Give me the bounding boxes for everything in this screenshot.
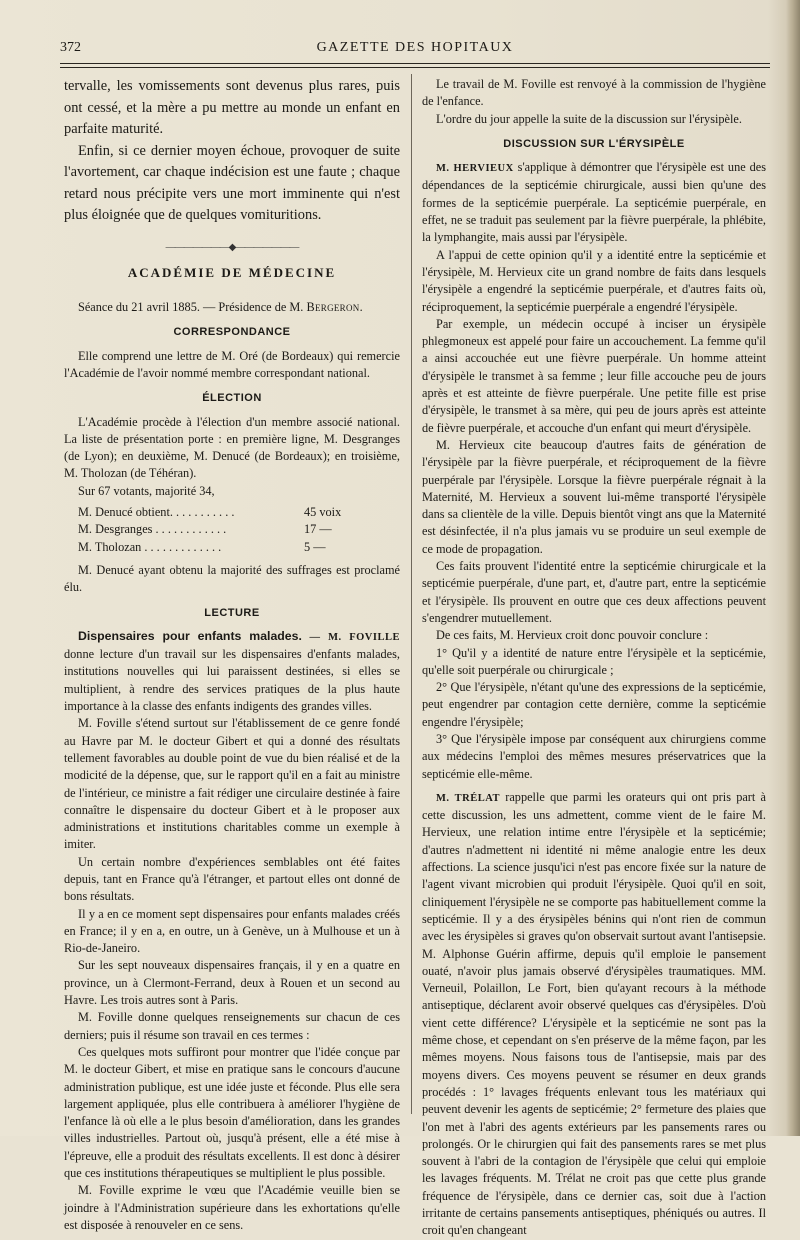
session-line — [64, 299, 400, 316]
page-header — [60, 40, 770, 60]
session-president: Bergeron — [306, 300, 360, 315]
paragraph: Elle comprend une lettre de M. Oré (de Bordeaux) qui remercie l'Académie de l'avoir nommé membre correspondant national. — [64, 348, 400, 380]
session-text: Séance du 21 avril 1885. — Présidence de M. — [78, 300, 307, 315]
vote-row — [64, 504, 400, 521]
speaker-text: s'applique à démontrer que l'érysipèle est une des dépendances de la septicémie chirurgicale, aussi bien qu'une des formes de la septicémie puerpérale. La septicémie puerpérale, en effet, ne se traduit pas seulement par la fièvre puerpérale, la phlébite, la lymphangite, mais aussi par l'érysipèle. — [422, 160, 766, 245]
page-number: 372 — [60, 40, 81, 55]
subheading-discussion: DISCUSSION SUR L'ÉRYSIPÈLE — [503, 137, 685, 150]
trelat-intro — [422, 789, 766, 1240]
section-title: ACADÉMIE DE MÉDECINE — [127, 264, 337, 280]
paragraph: Enfin, si ce dernier moyen échoue, provoquer de suite l'avortement, car chaque indécision est une faute ; chaque retard nous précipite vers une mort imminente qui n'est plus éloignée que de quelques vomituritions. — [64, 142, 400, 223]
vote-count: 17 — — [304, 522, 332, 537]
vote-count: 45 voix — [304, 505, 342, 520]
paragraph: M. Foville s'étend surtout sur l'établissement de ce genre fondé au Havre par M. le docteur Gibert et qui a donné des résultats tellement favorables au double point de vue du bien réalisé et de la modicité de la dépense, que, sur le rapport qu'il en a fait au ministre de l'intérieur, ce ministre a fait rédiger une circulaire destinée à faire connaître le dispensaire du docteur Gibert et à le proposer aux administrations et institutions charitables comme un exemple à imiter. — [64, 716, 400, 852]
speaker-text: rappelle que parmi les orateurs qui ont pris part à cette discussion, les uns admettent, comme vient de le faire M. Hervieux, une relation intime entre l'érysipèle et la septicémie; d'autres n'admettent ni identité ni même analogie entre les deux affections. La science jusqu'ici n'est pas encore fixée sur la nature de l'agent vivant microbien qui produit l'érysipèle. Quoi qu'il en soit, cliniquement l'érysipèle ne se comporte pas habituellement comme la septicémie. Il y a des érysipèles bénins qui n'ont rien de commun avec les érysipèles si graves qu'on observait surtout avant l'antisepsie. M. Alphonse Guérin affirme, depuis qu'il emploie le pansement ouaté, n'avoir plus jamais observé d'érysipèles traumatiques. MM. Verneuil, Polaillon, Le Fort, bien qu'ayant recours à la méthode antiseptique, déclarent avoir observé quelques cas d'érysipèles. D'où vient cette différence? L'érysipèle et la septicémie ne sont pas la même chose, et cependant on s'en préserve de la même façon, par les mêmes moyens. Nous faisons tous de l'antisepsie, mais par des moyens divers. Ces moyens peuvent se résumer en deux grands procédés : 1° lavages fréquents enlevant tous les matériaux qui peuvent devenir les agents de septicémie; 2° fermeture des plaies que l'on met à l'abri des agents extérieurs par les pansements rares ou prolongés. Or le chirurgien qui fait des pansements rares se met plus souvent à l'abri de la contagion de l'érysipèle que celui qui emploie les lavages fréquents. M. Trélat ne croit pas que cette plus grande fréquence de l'érysipèle, dans ce dernier cas, soit due à l'action irritante de certains pansements antiseptiques, phéniqués ou autres. Il croit qu'en changeant — [422, 789, 766, 1238]
paragraph: M. Denucé ayant obtenu la majorité des suffrages est proclamé élu. — [64, 562, 400, 595]
journal-title: GAZETTE DES HOPITAUX — [316, 40, 514, 55]
speaker-name: M. TRÉLAT — [436, 792, 501, 804]
paragraph: De ces faits, M. Hervieux croit donc pouvoir conclure : — [436, 628, 709, 643]
vote-count: 5 — — [304, 539, 326, 554]
vote-candidate: M. Denucé obtient. . . . . . . . . . . — [78, 505, 235, 520]
vote-candidate: M. Tholozan . . . . . . . . . . . . . — [78, 539, 222, 554]
lecture-author: — M. FOVILLE — [301, 631, 400, 643]
intro-text — [64, 76, 400, 227]
lecture-intro — [64, 628, 400, 715]
conclusion-item: 2° Que l'érysipèle, n'étant qu'une des expressions de la septicémie, peut engendrer par contagion cette dernière, comme la septicémie engendre l'érysipèle; — [422, 680, 766, 729]
header-rule-top — [60, 63, 770, 64]
speaker-name: M. HERVIEUX — [436, 163, 514, 175]
paragraph: Par exemple, un médecin occupé à inciser un érysipèle phlegmoneux est appelé pour faire un accouchement. La femme qu'il a ainsi accouchée eut une fièvre puerpérale. Un homme atteint d'érysipèle le transmet à sa femme ; leur fille accouche peu de jours après et est atteinte de fièvre puerpérale. Une petite fille est prise d'érysipèle, le transmet à sa mère, qui peu de jours après est atteinte de fièvre puerpérale, et accouche d'un enfant qui meurt d'érysipèle. — [422, 316, 766, 435]
paragraph: tervalle, les vomissements sont devenus plus rares, puis ont cessé, et la mère a pu mettre au monde un enfant en parfaite maturité. — [64, 78, 400, 137]
vote-row — [64, 521, 400, 538]
hervieux-intro — [422, 159, 766, 246]
paragraph: L'ordre du jour appelle la suite de la discussion sur l'érysipèle. — [436, 111, 742, 126]
vote-candidate: M. Desgranges . . . . . . . . . . . . — [78, 522, 227, 537]
section-ornament: ———————◆——————— — [165, 241, 299, 253]
paragraph: Le travail de M. Foville est renvoyé à la commission de l'hygiène de l'enfance. — [422, 77, 766, 109]
column-divider — [411, 74, 412, 1114]
subheading-election: ÉLECTION — [202, 392, 262, 405]
subheading-correspondance: CORRESPONDANCE — [173, 326, 291, 339]
paragraph: Un certain nombre d'expériences semblables ont été faites depuis, tant en France qu'à l'étranger, et partout elles ont donné de bons résultats. — [64, 854, 400, 904]
left-column — [64, 76, 400, 1234]
right-column — [422, 76, 766, 1240]
session-suffix: . — [359, 300, 363, 315]
conclusion-item: 3° Que l'érysipèle impose par conséquent aux chirurgiens comme aux médecins l'emploi des mêmes mesures préservatrices que la septicémie elle-même. — [422, 731, 766, 781]
paragraph: Ces quelques mots suffiront pour montrer que l'idée conçue par M. le docteur Gibert, et mise en pratique sans le concours d'aucune administration publique, est une idée juste et féconde. Plus elle sera largement appliquée, plus elle contribuera à améliorer l'hygiène de l'enfance là où elle a le plus besoin d'amélioration, dans les grandes villes industrielles. Partout où, jusqu'à présent, elle a été mise à l'épreuve, elle a produit des résultats excellents. Il est donc à désirer que ces institutions thérapeutiques se multiplient le plus possible. — [64, 1044, 400, 1181]
vote-row — [64, 539, 400, 556]
paragraph: Sur les sept nouveaux dispensaires français, il y en a quatre en province, un à Clermont-Ferrand, deux à Rouen et un second au Havre. Les trois autres sont à Paris. — [64, 958, 400, 1008]
page-edge-shadow — [786, 0, 800, 1136]
paragraph: Il y a en ce moment sept dispensaires pour enfants malades créés en France; il y en a, en outre, un à Genève, un à Mulhouse et un à Rio-de-Janeiro. — [64, 906, 400, 956]
vote-table — [64, 504, 400, 556]
header-rule-bottom — [60, 67, 770, 68]
paragraph: M. Foville exprime le vœu que l'Académie veuille bien se joindre à l'Administration supérieure dans les exhortations qu'elle est disposée à renouveler en ce sens. — [64, 1183, 400, 1232]
subheading-lecture: LECTURE — [204, 606, 260, 619]
paragraph: A l'appui de cette opinion qu'il y a identité entre la septicémie et l'érysipèle, M. Hervieux cite un grand nombre de faits dans lesquels l'érysipèle a engendré la septicémie puerpérale, et d'autres faits où, réciproquement, la septicémie puerpérale a engendré l'érysipèle. — [422, 247, 766, 314]
paragraph: M. Foville donne quelques renseignements sur chacun de ces derniers; puis il résume son travail en ces termes : — [64, 1010, 400, 1042]
paragraph: L'Académie procède à l'élection d'un membre associé national. La liste de présentation porte : en première ligne, M. Desgranges (de Lyon); en deuxième, M. Denucé (de Bordeaux); en troisième, M. Tholozan (de Téhéran). — [64, 414, 400, 481]
paragraph: Ces faits prouvent l'identité entre la septicémie chirurgicale et la septicémie puerpérale, d'une part, et, d'autre part, entre la septicémie et l'érysipèle. Ils prouvent en outre que ces deux affections peuvent s'engendrer mutuellement. — [422, 559, 766, 625]
votants-line: Sur 67 votants, majorité 34, — [78, 483, 215, 498]
conclusion-item: 1° Qu'il y a identité de nature entre l'érysipèle et la septicémie, qu'elle soit puerpérale ou chirurgicale ; — [422, 645, 766, 677]
paragraph: M. Hervieux cite beaucoup d'autres faits de génération de l'érysipèle par la fièvre puerpérale, et réciproquement de la fièvre puerpérale par l'érysipèle. Lorsque la fièvre puerpérale régnait à la Maternité, M. Hervieux a souvent lui-même transporté l'érysipèle dans sa clientèle de la ville. Depuis bientôt vingt ans que la Maternité est désinfectée, il n'a plus jamais vu se produire un seul exemple de ce mode de propagation. — [422, 437, 766, 556]
lecture-title: Dispensaires pour enfants malades. — [78, 628, 302, 643]
lecture-text: donne lecture d'un travail sur les dispensaires d'enfants malades, institutions nouvelles qui lui paraissent destinées, si elles se multiplient, à rendre des services pratiques de la plus haute importance à la classe des enfants indigents des grandes villes. — [64, 647, 400, 714]
